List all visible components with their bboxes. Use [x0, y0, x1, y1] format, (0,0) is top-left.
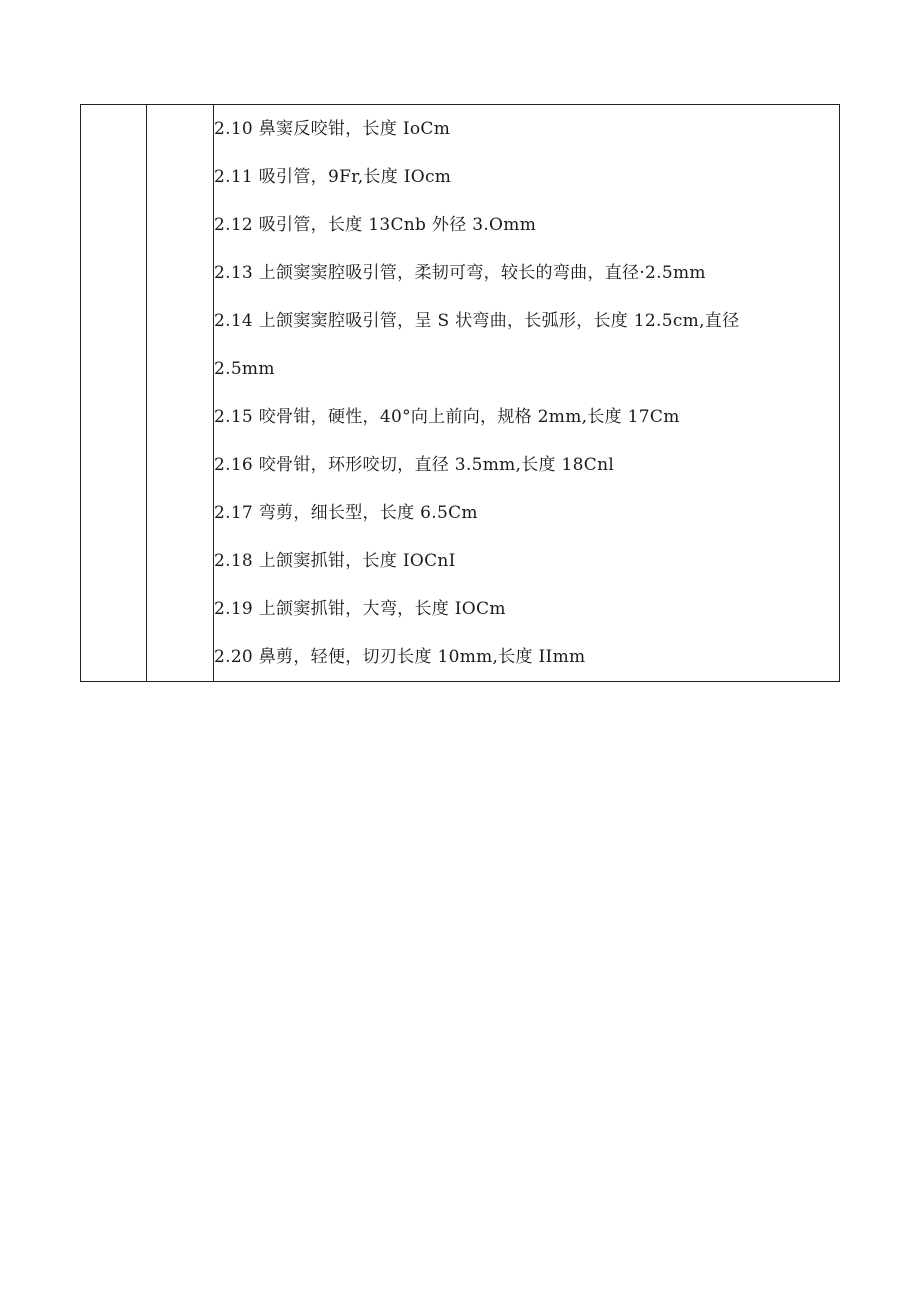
spec-line: 2.18 上颌窦抓钳，长度 IOCnI [214, 551, 456, 571]
spec-cell [214, 105, 840, 682]
spec-line: 2.17 弯剪，细长型，长度 6.5Cm [214, 503, 478, 523]
table-row [81, 105, 840, 682]
spec-line: 2.19 上颌窦抓钳，大弯，长度 IOCm [214, 599, 506, 619]
spec-line: 2.11 吸引管，9Fr,长度 IOcm [214, 167, 452, 187]
spec-line: 2.14 上颌窦窦腔吸引管，呈 S 状弯曲，长弧形，长度 12.5cm,直径 [214, 311, 740, 331]
spec-line: 2.16 咬骨钳，环形咬切，直径 3.5mm,长度 18Cnl [214, 455, 615, 475]
spec-table [80, 104, 840, 682]
spec-line: 2.12 吸引管，长度 13Cnb 外径 3.Omm [214, 215, 537, 235]
spec-line: 2.20 鼻剪，轻便，切刃长度 10mm,长度 IImm [214, 647, 586, 667]
name-cell [147, 105, 214, 682]
spec-line: 2.15 咬骨钳，硬性，40°向上前向，规格 2mm,长度 17Cm [214, 407, 680, 427]
index-cell [81, 105, 147, 682]
spec-line: 2.13 上颌窦窦腔吸引管，柔韧可弯，较长的弯曲，直径·2.5mm [214, 263, 706, 283]
spec-line: 2.5mm [214, 359, 275, 379]
spec-line: 2.10 鼻窦反咬钳，长度 IoCm [214, 119, 451, 139]
